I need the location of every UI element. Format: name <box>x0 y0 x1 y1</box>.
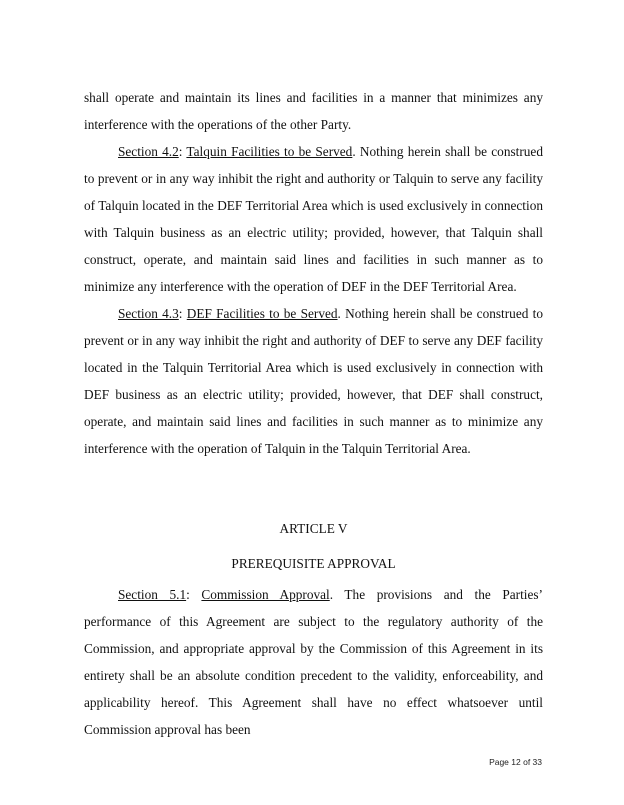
section-separator: : <box>178 306 187 321</box>
section-number: Section 4.2 <box>118 144 179 159</box>
section-title: Commission Approval <box>201 587 330 602</box>
paragraph-continuation <box>84 84 543 138</box>
article-subheading: PREREQUISITE APPROVAL <box>231 556 396 571</box>
section-number: Section 5.1 <box>118 587 187 602</box>
article-heading: ARTICLE V <box>279 521 348 536</box>
page-number: Page 12 of 33 <box>489 757 542 767</box>
section-title: DEF Facilities to be Served <box>186 306 338 321</box>
section-separator: : <box>178 144 187 159</box>
section-5-1-paragraph <box>84 581 543 743</box>
section-body: . The provisions and the Parties’ performance of this Agreement are subject to the regulatory authority of the Commission, and appropriate approval by the Commission of this Agreement in its entirety shall be an absolute condition precedent to the validity, enforceability, and applicability hereof. This Agreement shall have no effect whatsoever until Commission approval has been <box>84 587 543 737</box>
section-title: Talquin Facilities to be Served <box>186 144 353 159</box>
section-4-2-paragraph <box>84 138 543 300</box>
section-body: . Nothing herein shall be construed to prevent or in any way inhibit the right and authority of DEF to serve any DEF facility located in the Talquin Territorial Area which is used exclusively in connection with DEF business as an electric utility; provided, however, that DEF shall construct, operate, and maintain said lines and facilities in such manner as to minimize any interference with the operation of Talquin in the Talquin Territorial Area. <box>84 306 543 456</box>
section-number: Section 4.3 <box>118 306 179 321</box>
section-separator: : <box>186 587 202 602</box>
body-upper <box>84 84 543 462</box>
body-lower <box>84 581 543 743</box>
section-4-3-paragraph <box>84 300 543 462</box>
section-body: . Nothing herein shall be construed to prevent or in any way inhibit the right and authority or Talquin to serve any facility of Talquin located in the DEF Territorial Area which is used exclusively in connection with Talquin business as an electric utility; provided, however, that Talquin shall construct, operate, and maintain said lines and facilities in such manner as to minimize any interference with the operation of DEF in the DEF Territorial Area. <box>84 144 543 294</box>
paragraph-text: shall operate and maintain its lines and facilities in a manner that minimizes any interference with the operations of the other Party. <box>84 90 543 132</box>
